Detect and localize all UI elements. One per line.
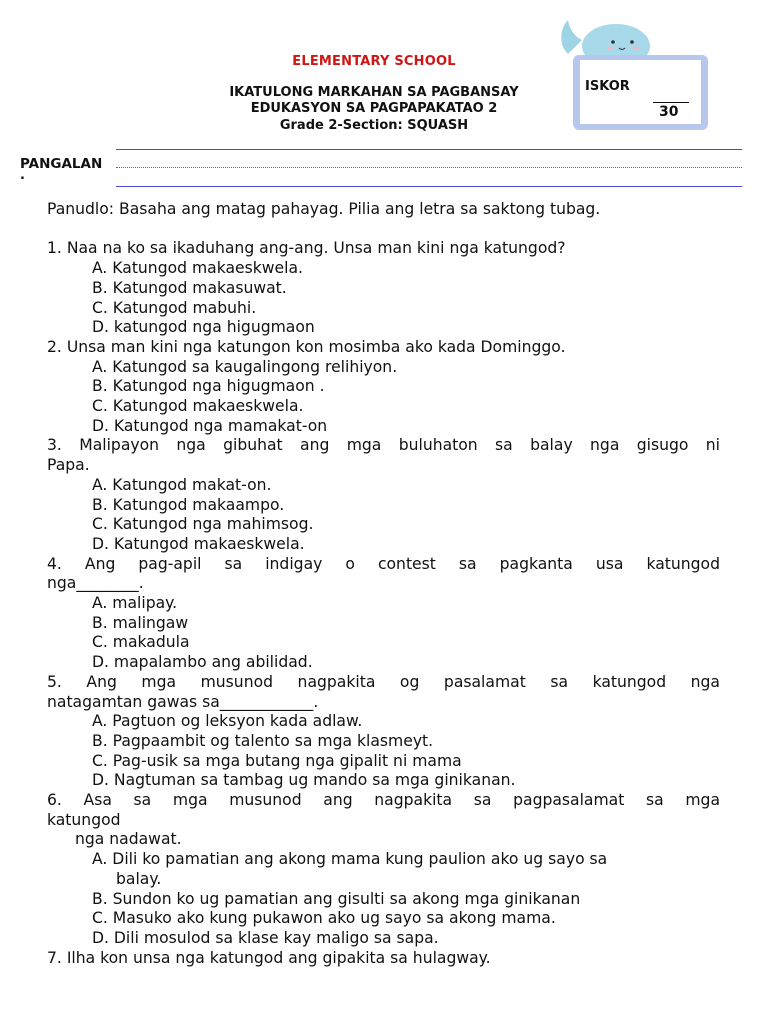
q6-option-a-cont: balay. <box>116 869 162 888</box>
question-2: 2. Unsa man kini nga katungon kon mosimba ako kada Dominggo. <box>47 337 566 356</box>
score-label: ISKOR <box>585 79 630 94</box>
question-4-line1: 4. Ang pag-apil sa indigay o contest sa pagkanta usa katungod <box>47 554 720 573</box>
quarter-title: IKATULONG MARKAHAN SA PAGBANSAY <box>229 85 519 100</box>
q1-option-d: D. katungod nga higugmaon <box>92 318 315 337</box>
q3-option-b: B. Katungod makaampo. <box>92 495 285 514</box>
q6-option-a: A. Dili ko pamatian ang akong mama kung paulion ako ug sayo sa <box>92 850 608 869</box>
instructions: Panudlo: Basaha ang matag pahayag. Pilia ang letra sa saktong tubag. <box>47 200 601 218</box>
rule-top <box>116 149 742 150</box>
q5-option-b: B. Pagpaambit og talento sa mga klasmeyt. <box>92 731 434 750</box>
question-1: 1. Naa na ko sa ikaduhang ang-ang. Unsa man kini nga katungod? <box>47 239 566 258</box>
q2-option-b: B. Katungod nga higugmaon . <box>92 377 325 396</box>
rule-bottom <box>116 186 742 187</box>
q6-option-d: D. Dili mosulod sa klase kay maligo sa sapa. <box>92 929 439 947</box>
school-title: ELEMENTARY SCHOOL <box>292 54 456 69</box>
q4-option-c: C. makadula <box>92 633 190 652</box>
q4-option-d: D. mapalambo ang abilidad. <box>92 653 313 672</box>
question-6-line3: nga nadawat. <box>75 830 182 849</box>
question-5-line1: 5. Ang mga musunod nagpakita og pasalamat sa katungod nga <box>47 672 720 691</box>
q5-option-d: D. Nagtuman sa tambag ug mando sa mga ginikanan. <box>92 771 516 790</box>
score-total: 30 <box>659 104 679 120</box>
question-3-line1: 3. Malipayon nga gibuhat ang mga buluhaton sa balay nga gisugo ni <box>47 436 720 455</box>
q5-option-a: A. Pagtuon og leksyon kada adlaw. <box>92 712 363 731</box>
question-5-line2: natagamtan gawas sa____________. <box>47 692 319 711</box>
name-label: PANGALAN <box>20 156 103 172</box>
q3-option-a: A. Katungod makat-on. <box>92 475 272 494</box>
q1-option-c: C. Katungod mabuhi. <box>92 298 257 317</box>
subject-title: EDUKASYON SA PAGPAPAKATAO 2 <box>250 101 498 116</box>
question-6-line1: 6. Asa sa mga musunod ang nagpakita sa pagpasalamat sa mga <box>47 791 720 810</box>
name-field-line[interactable] <box>116 167 742 168</box>
name-label-dot: . <box>20 168 25 183</box>
q2-option-d: D. Katungod nga mamakat-on <box>92 416 328 435</box>
q1-option-b: B. Katungod makasuwat. <box>92 278 287 297</box>
q2-option-c: C. Katungod makaeskwela. <box>92 397 304 416</box>
question-7: 7. Ilha kon unsa nga katungod ang gipakita sa hulagway. <box>47 948 491 967</box>
quiz-body <box>47 200 720 968</box>
q6-option-c: C. Masuko ako kung pukawon ako ug sayo sa akong mama. <box>92 909 556 928</box>
q3-option-d: D. Katungod makaeskwela. <box>92 534 305 553</box>
question-6-line2: katungod <box>47 810 121 829</box>
q4-option-b: B. malingaw <box>92 613 189 632</box>
question-4-line2: nga________. <box>47 574 144 593</box>
q1-option-a: A. Katungod makaeskwela. <box>92 259 303 278</box>
q3-option-c: C. Katungod nga mahimsog. <box>92 515 314 534</box>
q6-option-b: B. Sundon ko ug pamatian ang gisulti sa akong mga ginikanan <box>92 889 581 908</box>
question-3-line2: Papa. <box>47 456 90 475</box>
q4-option-a: A. malipay. <box>92 594 178 613</box>
score-blank <box>653 102 689 103</box>
q5-option-c: C. Pag-usik sa mga butang nga gipalit ni mama <box>92 751 462 770</box>
grade-section: Grade 2-Section: SQUASH <box>279 118 469 133</box>
q2-option-a: A. Katungod sa kaugalingong relihiyon. <box>92 357 398 376</box>
